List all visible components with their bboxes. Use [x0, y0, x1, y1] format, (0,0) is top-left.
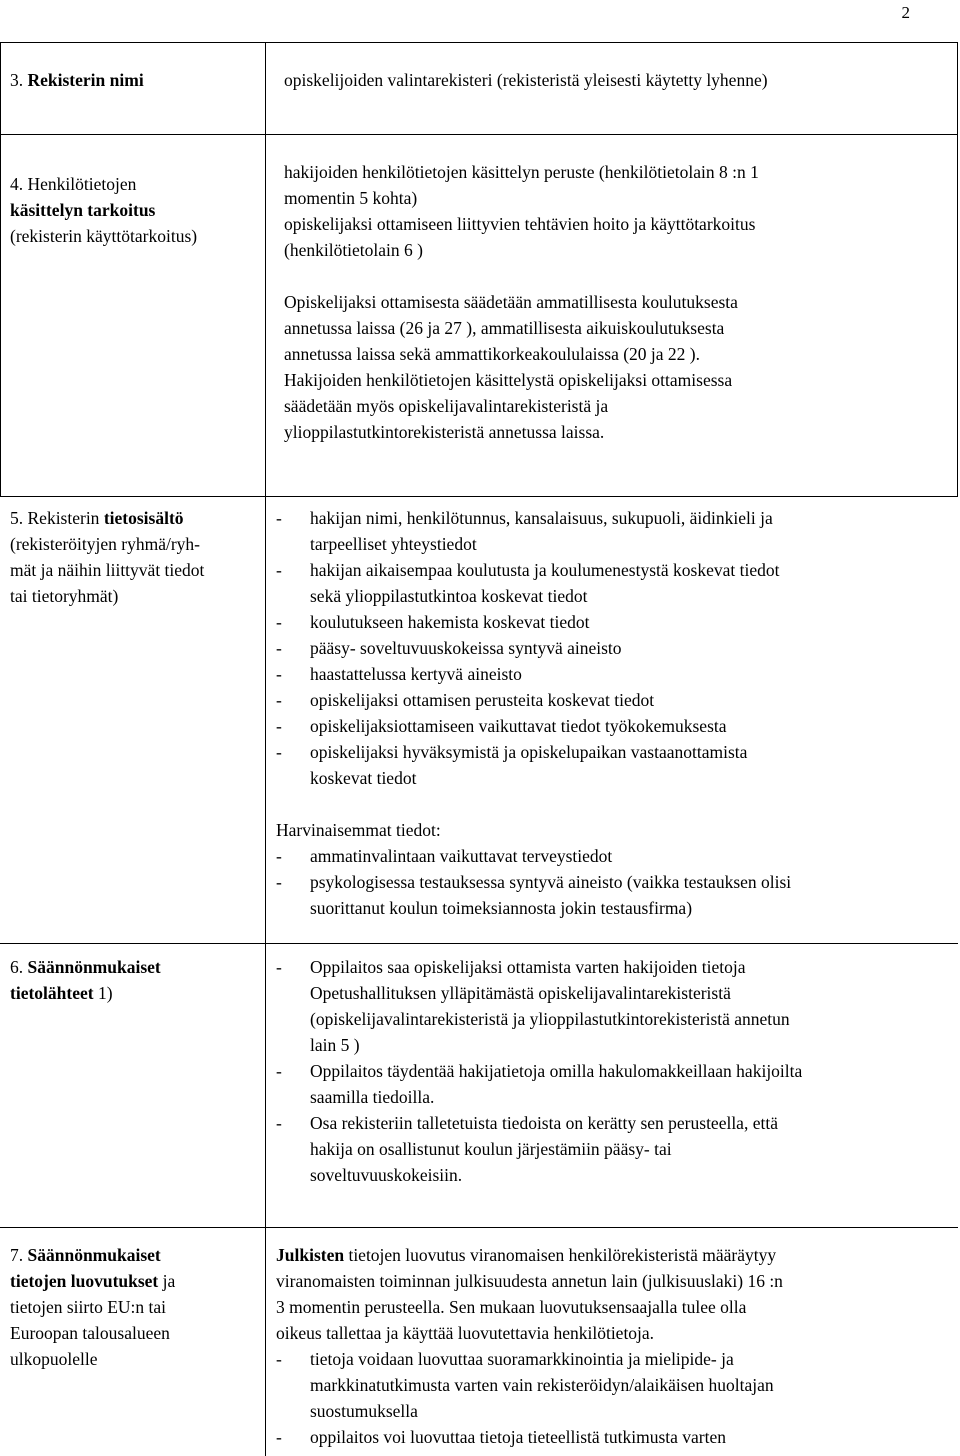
row7-intro-bold: Julkisten [276, 1245, 345, 1265]
text-line: opiskelijaksiottamiseen vaikuttavat tiedot työkokemuksesta [310, 716, 727, 736]
row4-content [284, 159, 954, 445]
column-divider-top [265, 42, 266, 497]
text-line: Oppilaitos täydentää hakijatietoja omilla hakulomakkeillaan hakijoilta [310, 1061, 803, 1081]
text-line: opiskelijaksi hyväksymistä ja opiskelupaikan vastaanottamista [310, 742, 748, 762]
row3-label [10, 67, 260, 93]
row4-para2 [284, 289, 954, 445]
list-item: - ammatinvalintaan vaikuttavat terveystiedot [276, 843, 954, 869]
row7-label-num: 7. [10, 1245, 28, 1265]
text-line: tietojen siirto EU:n tai [10, 1297, 167, 1317]
row7-label-title2: tietojen luovutukset [10, 1271, 159, 1291]
text-line: opiskelijaksi ottamisen perusteita koskevat tiedot [310, 690, 655, 710]
row6-label-rest: 1) [93, 983, 113, 1003]
text-line: psykologisessa testauksessa syntyvä aineisto (vaikka testauksen olisi [310, 872, 792, 892]
row3-label-num: 3. [10, 70, 24, 90]
row5-label-title: tietosisältö [103, 508, 184, 528]
row5-label [10, 505, 262, 609]
list-item: - oppilaitos voi luovuttaa tietoja tieteellistä tutkimusta varten [276, 1424, 956, 1450]
list-item: - opiskelijaksi hyväksymistä ja opiskelupaikan vastaanottamista koskevat tiedot [276, 739, 954, 791]
row7-label-title1: Säännönmukaiset [27, 1245, 161, 1265]
text-line: soveltuvuuskokeisiin. [310, 1165, 463, 1185]
text-line: annetussa laissa (26 ja 27 ), ammatillisesta aikuiskoulutuksesta [284, 318, 725, 338]
row7-content [276, 1242, 956, 1450]
row7-intro-rest: tietojen luovutus viranomaisen henkilörekisteristä määräytyy [344, 1245, 777, 1265]
text-line: tarpeelliset yhteystiedot [310, 534, 477, 554]
table-left-border [0, 42, 1, 497]
row4-label-line2: käsittelyn tarkoitus [10, 200, 156, 220]
row6-label-num: 6. [10, 957, 28, 977]
text-line: hakijan aikaisempaa koulutusta ja koulumenestystä koskevat tiedot [310, 560, 780, 580]
text-line: ammatinvalintaan vaikuttavat terveystiedot [310, 846, 613, 866]
text-line: tai tietoryhmät) [10, 586, 119, 606]
text-line: ylioppilastutkintorekisteristä annetussa laissa. [284, 422, 605, 442]
list-item: - opiskelijaksi ottamisen perusteita koskevat tiedot [276, 687, 954, 713]
text-line: oppilaitos voi luovuttaa tietoja tieteellistä tutkimusta varten [310, 1427, 727, 1447]
list-item: - pääsy- soveltuvuuskokeissa syntyvä aineisto [276, 635, 954, 661]
row6-label-title2: tietolähteet [10, 983, 94, 1003]
text-line: ulkopuolelle [10, 1349, 98, 1369]
list-item: - psykologisessa testauksessa syntyvä aineisto (vaikka testauksen olisi suorittanut koulun toimeksiannosta jokin testausfirma) [276, 869, 954, 921]
list-item: - tietoja voidaan luovuttaa suoramarkkinointia ja mielipide- ja markkinatutkimusta varten vain rekisteröidyn/alaikäisen huoltajan suostumuksella [276, 1346, 956, 1424]
text-line: säädetään myös opiskelijavalintarekisteristä ja [284, 396, 609, 416]
row-divider-6-7 [0, 1227, 958, 1228]
text-line: lain 5 ) [310, 1035, 360, 1055]
row5-content [276, 505, 954, 921]
row4-label [10, 171, 262, 249]
text-line: viranomaisten toiminnan julkisuudesta annetun lain (julkisuuslaki) 16 :n [276, 1271, 783, 1291]
row6-label-title1: Säännönmukaiset [27, 957, 161, 977]
row6-label [10, 954, 262, 1006]
row7-label [10, 1242, 262, 1372]
list-item: - koulutukseen hakemista koskevat tiedot [276, 609, 954, 635]
text-line: opiskelijaksi ottamiseen liittyvien tehtävien hoito ja käyttötarkoitus [284, 214, 756, 234]
text-line: markkinatutkimusta varten vain rekisteröidyn/alaikäisen huoltajan [310, 1375, 774, 1395]
text-line: koulutukseen hakemista koskevat tiedot [310, 612, 590, 632]
text-line: annetussa laissa sekä ammattikorkeakoululaissa (20 ja 22 ). [284, 344, 700, 364]
page-number: 2 [901, 3, 910, 22]
text-line: suorittanut koulun toimeksiannosta jokin testausfirma) [310, 898, 693, 918]
text-line: Hakijoiden henkilötietojen käsittelystä opiskelijaksi ottamisessa [284, 370, 733, 390]
row3-label-title: Rekisterin nimi [27, 70, 144, 90]
list-item: - haastattelussa kertyvä aineisto [276, 661, 954, 687]
text-line: oikeus tallettaa ja käyttää luovutettavia henkilötietoja. [276, 1323, 655, 1343]
text-line: momentin 5 kohta) [284, 188, 418, 208]
text-line: Osa rekisteriin talletetuista tiedoista on kerätty sen perusteella, että [310, 1113, 778, 1133]
text-line: Opetushallituksen ylläpitämästä opiskelijavalintarekisteristä [310, 983, 731, 1003]
list-item: - Osa rekisteriin talletetuista tiedoista on kerätty sen perusteella, että hakija on osallistunut koulun järjestämiin pääsy- tai soveltuvuuskokeisiin. [276, 1110, 956, 1188]
text-line: haastattelussa kertyvä aineisto [310, 664, 522, 684]
table-top-border [0, 42, 958, 43]
row6-content [276, 954, 956, 1188]
text-line: suostumuksella [310, 1401, 418, 1421]
list-item: - opiskelijaksiottamiseen vaikuttavat tiedot työkokemuksesta [276, 713, 954, 739]
table-right-border [957, 42, 958, 497]
list-item: - Oppilaitos täydentää hakijatietoja omilla hakulomakkeillaan hakijoilta saamilla tiedoilla. [276, 1058, 956, 1110]
column-divider-lower [265, 496, 266, 1456]
text-line: Oppilaitos saa opiskelijaksi ottamista varten hakijoiden tietoja [310, 957, 746, 977]
text-line: Opiskelijaksi ottamisesta säädetään ammatillisesta koulutuksesta [284, 292, 738, 312]
text-line: sekä ylioppilastutkintoa koskevat tiedot [310, 586, 588, 606]
row-divider-3-4 [0, 134, 958, 135]
text-line: tietoja voidaan luovuttaa suoramarkkinointia ja mielipide- ja [310, 1349, 734, 1369]
text-line: 3 momentin perusteella. Sen mukaan luovutuksensaajalla tulee olla [276, 1297, 747, 1317]
row7-label-rest: ja [158, 1271, 176, 1291]
row4-label-line1: 4. Henkilötietojen [10, 174, 137, 194]
text-line: hakijoiden henkilötietojen käsittelyn peruste (henkilötietolain 8 :n 1 [284, 162, 759, 182]
text-line: mät ja näihin liittyvät tiedot [10, 560, 205, 580]
row-divider-5-6 [0, 943, 958, 944]
text-line: Euroopan talousalueen [10, 1323, 170, 1343]
text-line: (rekisteröityjen ryhmä/ryh- [10, 534, 201, 554]
text-line: koskevat tiedot [310, 768, 417, 788]
text-line: (henkilötietolain 6 ) [284, 240, 423, 260]
text-line: pääsy- soveltuvuuskokeissa syntyvä aineisto [310, 638, 622, 658]
text-line: hakijan nimi, henkilötunnus, kansalaisuus, sukupuoli, äidinkieli ja [310, 508, 773, 528]
row4-label-line3: (rekisterin käyttötarkoitus) [10, 226, 198, 246]
list-item: - hakijan nimi, henkilötunnus, kansalaisuus, sukupuoli, äidinkieli ja tarpeelliset yhteystiedot [276, 505, 954, 557]
text-line: (opiskelijavalintarekisteristä ja ylioppilastutkintorekisteristä annetun [310, 1009, 790, 1029]
row3-content: opiskelijoiden valintarekisteri (rekisteristä yleisesti käytetty lyhenne) [284, 70, 768, 90]
text-line: hakija on osallistunut koulun järjestämiin pääsy- tai [310, 1139, 672, 1159]
row5-label-num: 5. Rekisterin [10, 508, 104, 528]
rare-heading: Harvinaisemmat tiedot: [276, 820, 441, 840]
row4-para1 [284, 159, 954, 263]
list-item: - Oppilaitos saa opiskelijaksi ottamista varten hakijoiden tietoja Opetushallituksen ylläpitämästä opiskelijavalintarekisteristä (opiskelijavalintarekisteristä ja ylioppilastutkintorekisteristä annetun lain 5 ) [276, 954, 956, 1058]
row-divider-4-5 [0, 496, 958, 497]
list-item: - hakijan aikaisempaa koulutusta ja koulumenestystä koskevat tiedot sekä ylioppilastutkintoa koskevat tiedot [276, 557, 954, 609]
text-line: saamilla tiedoilla. [310, 1087, 435, 1107]
